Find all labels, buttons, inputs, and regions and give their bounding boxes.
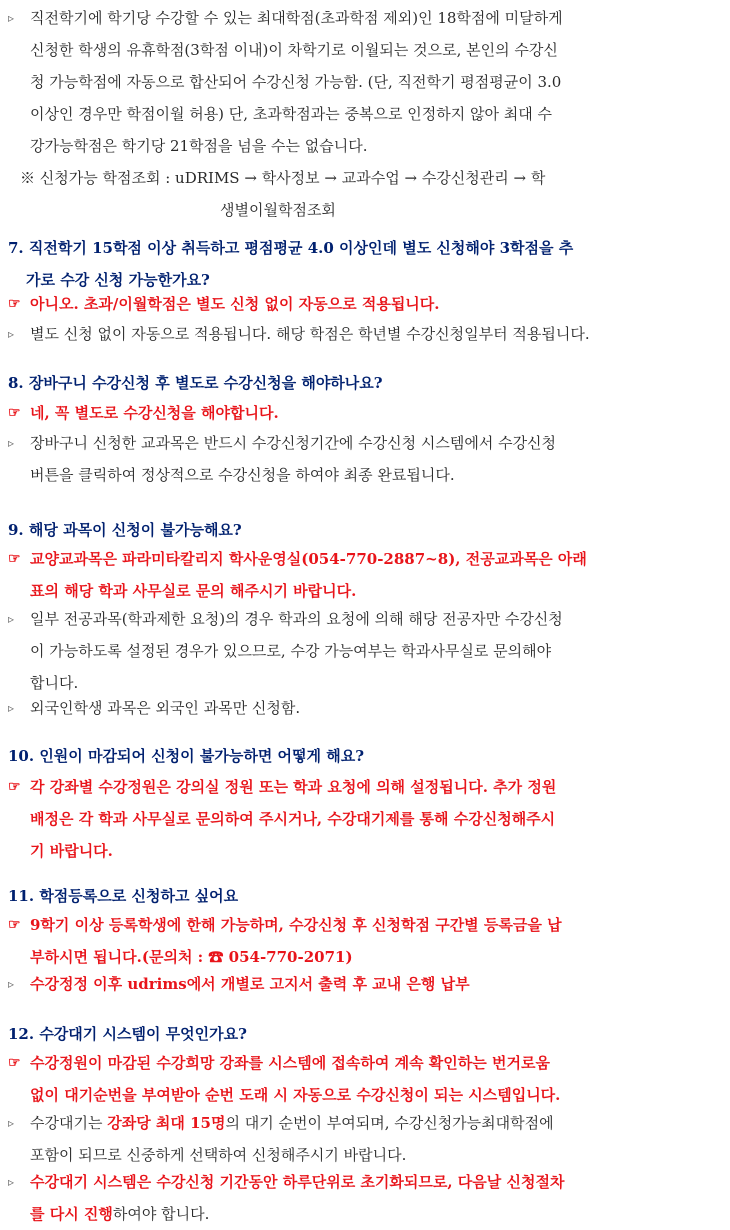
answer-11 bbox=[6, 909, 718, 973]
pointing-hand-icon: ☞ bbox=[8, 551, 21, 567]
text-line: 신청한 학생의 유휴학점(3학점 이내)이 차학기로 이월되는 것으로, 본인의 수강신 bbox=[30, 41, 558, 59]
question-9 bbox=[8, 514, 718, 546]
bullet-marker: ▹ bbox=[8, 977, 15, 991]
detail-9-foreign bbox=[6, 692, 718, 724]
pointing-hand-icon: ☞ bbox=[8, 1055, 21, 1071]
text-line: 강가능학점은 학기당 21학점을 넘을 수는 없습니다. bbox=[30, 137, 368, 155]
question-line: 12. 수강대기 시스템이 무엇인가요? bbox=[8, 1025, 247, 1043]
answer-12 bbox=[6, 1047, 718, 1111]
note-line: ※ 신청가능 학점조회 : uDRIMS → 학사정보 → 교과수업 → 수강신청관리 → 학 bbox=[20, 169, 546, 187]
answer-9 bbox=[6, 543, 718, 607]
answer-line: 네, 꼭 별도로 수강신청을 해야합니다. bbox=[30, 404, 279, 422]
question-line: 8. 장바구니 수강신청 후 별도로 수강신청을 해야하나요? bbox=[8, 374, 383, 392]
pointing-hand-icon: ☞ bbox=[8, 405, 21, 421]
text-line bbox=[30, 1198, 718, 1230]
answer-line: 수강정원이 마감된 수강희망 강좌를 시스템에 접속하여 계속 확인하는 번거로움 bbox=[30, 1054, 550, 1072]
answer-line: 표의 해당 학과 사무실로 문의 해주시기 바랍니다. bbox=[30, 582, 357, 600]
text-segment: 의 대기 순번이 부여되며, 수강신청가능최대학점에 bbox=[225, 1114, 554, 1132]
text-line bbox=[30, 1107, 718, 1139]
text-line: 수강정정 이후 udrims에서 개별로 고지서 출력 후 교내 은행 납부 bbox=[30, 975, 470, 993]
bullet-marker: ▹ bbox=[8, 327, 15, 341]
question-12 bbox=[8, 1018, 718, 1050]
text-line: 장바구니 신청한 교과목은 반드시 수강신청기간에 수강신청 시스템에서 수강신청 bbox=[30, 434, 557, 452]
question-line: 10. 인원이 마감되어 신청이 불가능하면 어떻게 해요? bbox=[8, 747, 365, 765]
text-line: 합니다. bbox=[30, 674, 79, 692]
question-line: 9. 해당 과목이 신청이 불가능해요? bbox=[8, 521, 242, 539]
highlight-text: 를 다시 진행 bbox=[30, 1205, 113, 1223]
answer-line: 기 바랍니다. bbox=[30, 842, 113, 860]
detail-12-reset bbox=[6, 1166, 718, 1230]
text-segment: 수강대기는 bbox=[30, 1114, 108, 1132]
answer-7 bbox=[6, 288, 718, 320]
detail-9-major bbox=[6, 603, 718, 699]
text-line: 청 가능학점에 자동으로 합산되어 수강신청 가능함. (단, 직전학기 평점평균이 3.0 bbox=[30, 73, 562, 91]
answer-line: 부하시면 됩니다.(문의처 : ☎ 054-770-2071) bbox=[30, 948, 353, 966]
bullet-marker: ▹ bbox=[8, 11, 15, 25]
answer-line: 없이 대기순번을 부여받아 순번 도래 시 자동으로 수강신청이 되는 시스템입니다. bbox=[30, 1086, 561, 1104]
bullet-marker: ▹ bbox=[8, 1116, 15, 1130]
credit-lookup-note bbox=[20, 162, 720, 226]
text-line: 이 가능하도록 설정된 경우가 있으므로, 수강 가능여부는 학과사무실로 문의해야 bbox=[30, 642, 552, 660]
detail-12-waitlist bbox=[6, 1107, 718, 1171]
answer-line: 아니오. 초과/이월학점은 별도 신청 없이 자동으로 적용됩니다. bbox=[30, 295, 440, 313]
bullet-marker: ▹ bbox=[8, 436, 15, 450]
pointing-hand-icon: ☞ bbox=[8, 296, 21, 312]
question-line: 7. 직전학기 15학점 이상 취득하고 평점평균 4.0 이상인데 별도 신청해야 3학점을 추 bbox=[8, 239, 574, 257]
question-11 bbox=[8, 880, 718, 912]
detail-11 bbox=[6, 968, 718, 1000]
text-segment: 하여야 합니다. bbox=[112, 1205, 210, 1223]
answer-line: 배정은 각 학과 사무실로 문의하여 주시거나, 수강대기제를 통해 수강신청해주시 bbox=[30, 810, 556, 828]
question-7 bbox=[8, 232, 718, 296]
text-line: 외국인학생 과목은 외국인 과목만 신청함. bbox=[30, 699, 301, 717]
answer-8 bbox=[6, 397, 718, 429]
bullet-marker: ▹ bbox=[8, 1175, 15, 1189]
note-line: 생별이월학점조회 bbox=[220, 201, 336, 219]
answer-10 bbox=[6, 771, 718, 867]
highlight-text: 수강대기 시스템은 수강신청 기간동안 하루단위로 초기화되므로, 다음날 신청절차 bbox=[30, 1173, 565, 1191]
text-line: 이상인 경우만 학점이월 허용) 단, 초과학점과는 중복으로 인정하지 않아 최대 수 bbox=[30, 105, 552, 123]
question-line: 가로 수강 신청 가능한가요? bbox=[26, 271, 210, 289]
bullet-marker: ▹ bbox=[8, 701, 15, 715]
pointing-hand-icon: ☞ bbox=[8, 917, 21, 933]
text-line: 일부 전공과목(학과제한 요청)의 경우 학과의 요청에 의해 해당 전공자만 수강신청 bbox=[30, 610, 563, 628]
text-line: 별도 신청 없이 자동으로 적용됩니다. 해당 학점은 학년별 수강신청일부터 적용됩니다. bbox=[30, 325, 590, 343]
text-line: 버튼을 클릭하여 정상적으로 수강신청을 하여야 최종 완료됩니다. bbox=[30, 466, 455, 484]
detail-7 bbox=[6, 318, 718, 350]
highlight-text: 강좌당 최대 15명 bbox=[107, 1114, 226, 1132]
text-line: 포함이 되므로 신중하게 선택하여 신청해주시기 바랍니다. bbox=[30, 1146, 407, 1164]
pointing-hand-icon: ☞ bbox=[8, 779, 21, 795]
question-8 bbox=[8, 367, 718, 399]
carryover-credit-explanation bbox=[6, 2, 718, 162]
answer-line: 교양교과목은 파라미타칼리지 학사운영실(054-770-2887~8), 전공교과목은 아래 bbox=[30, 550, 587, 568]
bullet-marker: ▹ bbox=[8, 612, 15, 626]
question-10 bbox=[8, 740, 718, 772]
answer-line: 각 강좌별 수강정원은 강의실 정원 또는 학과 요청에 의해 설정됩니다. 추가 정원 bbox=[30, 778, 557, 796]
answer-line: 9학기 이상 등록학생에 한해 가능하며, 수강신청 후 신청학점 구간별 등록금을 납 bbox=[30, 916, 562, 934]
detail-8 bbox=[6, 427, 718, 491]
question-line: 11. 학점등록으로 신청하고 싶어요 bbox=[8, 887, 239, 905]
text-line: 직전학기에 학기당 수강할 수 있는 최대학점(초과학점 제외)인 18학점에 미달하게 bbox=[30, 9, 563, 27]
